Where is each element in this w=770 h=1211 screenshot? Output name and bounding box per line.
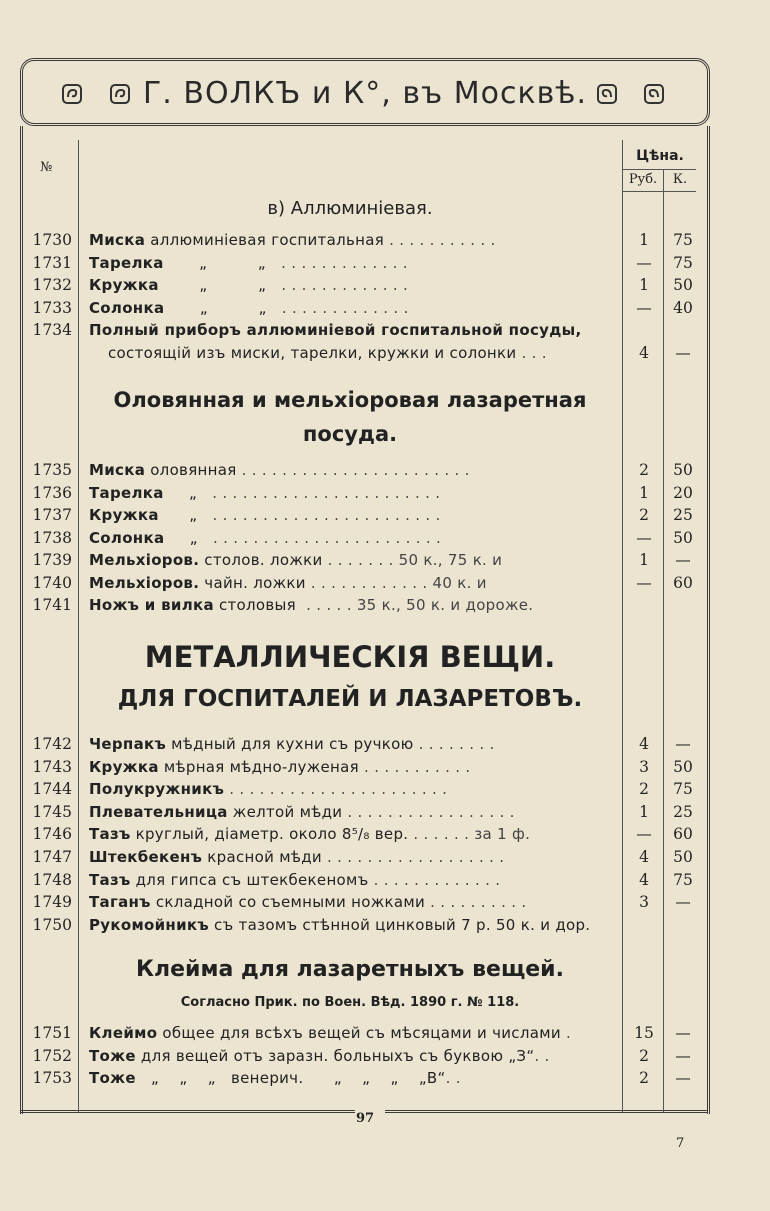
item-name: Миска [89, 231, 146, 249]
price-rub: 2 [639, 506, 649, 524]
leader-dots: . . . . . . . . . . . . . [265, 253, 408, 272]
item-detail: съ тазомъ стѣнной цинковый 7 р. 50 к. и дор. [208, 915, 591, 934]
table-row [0, 1069, 770, 1091]
header-rule [622, 191, 696, 192]
footer-rule [385, 1110, 707, 1116]
item-number: 1736 [32, 483, 72, 502]
leader-dots: . . . . . . . . [413, 735, 495, 753]
item-number: 1744 [32, 780, 72, 799]
price-kop: 50 [673, 461, 693, 479]
item-name: Кружка [89, 276, 159, 294]
item-description [89, 1047, 614, 1065]
price-kop: 50 [673, 757, 693, 776]
leader-dots: . . . . . . . . . . . . . . . . . . [321, 848, 505, 866]
item-name: Миска [89, 461, 146, 479]
price-kop: 75 [673, 870, 693, 889]
leader-dots: . . . . . . . . . . . . . [368, 870, 501, 889]
item-name: Тоже [89, 1069, 136, 1087]
item-name: Штекбекенъ [89, 848, 203, 866]
table-row [0, 780, 770, 802]
leader-dots: . . . . . . . . . . . . . . . . . . . . . . . [236, 461, 470, 479]
leader-dots: . . . . . . за 1 ф. [408, 825, 531, 844]
item-number: 1750 [32, 915, 72, 934]
item-detail: аллюминіевая госпитальная [145, 231, 385, 249]
table-row [0, 1047, 770, 1069]
table-row [0, 848, 770, 870]
item-number: 1732 [32, 276, 72, 294]
item-number: 1730 [32, 231, 72, 249]
section-heading-tin-2: посуда. [302, 422, 398, 446]
header-rule [622, 169, 696, 170]
price-rub: 4 [639, 848, 649, 866]
leader-dots: . . [534, 1046, 550, 1065]
table-row [0, 574, 770, 596]
item-description [89, 254, 614, 272]
item-number: 1733 [32, 298, 72, 317]
table-row [0, 551, 770, 573]
item-name: Плевательница [89, 802, 228, 821]
price-rub: 15 [634, 1024, 654, 1042]
item-description [89, 231, 614, 249]
table-row [0, 803, 770, 825]
leader-dots: . . . . . . . . . . . . . . . . . . . . . . . [197, 528, 442, 547]
section-heading-metal-2: ДЛЯ ГОСПИТАЛЕЙ И ЛАЗАРЕТОВЪ. [117, 686, 583, 712]
item-name: Тазъ [89, 870, 131, 889]
price-kop: — [675, 1069, 691, 1087]
item-description [89, 803, 614, 821]
item-description [89, 1069, 614, 1087]
leader-dots: . . [445, 1069, 461, 1087]
item-detail: „ „ „ венерич. „ „ „ „В“ [135, 1069, 446, 1087]
price-rub: — [636, 528, 652, 547]
item-name: Мельхіоров. [89, 551, 200, 569]
item-description [89, 551, 614, 569]
item-name: Тазъ [89, 825, 131, 844]
table-row [0, 1024, 770, 1046]
item-detail: оловянная [145, 461, 237, 479]
item-description [89, 321, 614, 339]
item-detail: складной со съемными ножками [150, 893, 426, 912]
price-kop: — [675, 735, 691, 753]
section-note-stamps: Согласно Прик. по Воен. Вѣд. 1890 г. № 118. [180, 995, 520, 1010]
price-kop: 20 [673, 483, 693, 502]
item-description [89, 596, 614, 614]
table-row [0, 596, 770, 618]
item-detail: желтой мѣди [227, 802, 343, 821]
leader-dots: . . . . . . . . . . . [384, 231, 496, 249]
price-rub: 4 [639, 735, 649, 753]
header-frame [20, 58, 710, 126]
item-description [89, 735, 614, 753]
column-header-number: № [40, 160, 53, 175]
item-number: 1749 [32, 893, 72, 912]
price-rub: 3 [639, 893, 649, 912]
item-detail: мѣрная мѣдно-луженая [158, 757, 359, 776]
item-name: Мельхіоров. [89, 573, 200, 592]
leader-dots: . . . . . . . . . . . . 40 к. и [305, 573, 487, 592]
leader-dots: . . . . . . . . . . . . . . . . . . . . . . . [197, 506, 441, 524]
item-description [89, 529, 614, 547]
item-number: 1734 [32, 321, 72, 339]
item-name: Тоже [89, 1046, 136, 1065]
leader-dots: . . . [516, 343, 547, 362]
item-number: 1742 [32, 735, 72, 753]
item-description [89, 461, 614, 479]
item-number: 1753 [32, 1069, 72, 1087]
item-detail: для вещей отъ заразн. больныхъ съ буквою „З“ [135, 1046, 535, 1065]
price-kop: 40 [673, 298, 693, 317]
item-number: 1735 [32, 461, 72, 479]
leader-dots: . . . . . . . . . . . . . . . . . [342, 802, 515, 821]
item-detail: „ „ [164, 298, 267, 317]
table-row [0, 321, 770, 343]
item-name: Ножъ и вилка [89, 596, 214, 614]
leader-dots: . . . . . . . . . . . . . . . . . . . . . . [224, 780, 448, 799]
table-row [0, 254, 770, 276]
table-row [0, 871, 770, 893]
price-kop: 50 [673, 528, 693, 547]
table-row [0, 529, 770, 551]
table-row [0, 825, 770, 847]
leader-dots: . . . . . . . . . . . . . [266, 276, 409, 294]
item-description [89, 1024, 614, 1042]
item-description [89, 871, 614, 889]
table-row [0, 735, 770, 757]
item-detail: „ [163, 483, 198, 502]
item-number: 1740 [32, 573, 72, 592]
table-row [0, 758, 770, 780]
price-kop: 75 [673, 253, 693, 272]
item-detail: столовыя [213, 596, 297, 614]
item-detail: „ „ [158, 276, 267, 294]
section-heading-tin: Оловянная и мельхіоровая лазаретная [113, 388, 587, 412]
item-name: Тарелка [89, 483, 164, 502]
table-row [0, 893, 770, 915]
section-heading-metal: МЕТАЛЛИЧЕСКІЯ ВЕЩИ. [144, 640, 556, 674]
item-description [89, 574, 614, 592]
item-detail: мѣдный для кухни съ ручкою [166, 735, 414, 753]
price-rub: 1 [639, 276, 649, 294]
item-number: 1745 [32, 802, 72, 821]
item-number: 1741 [32, 596, 72, 614]
table-row [0, 276, 770, 298]
item-number: 1738 [32, 528, 72, 547]
price-kop: 75 [673, 231, 693, 249]
price-rub: 3 [639, 757, 649, 776]
item-number: 1743 [32, 757, 72, 776]
item-number: 1739 [32, 551, 72, 569]
column-header-rub: Руб. [628, 172, 658, 187]
table-row [0, 299, 770, 321]
price-kop: 60 [673, 573, 693, 592]
leader-dots: . . . . . . . 50 к., 75 к. и [322, 551, 503, 569]
price-rub: 4 [639, 343, 649, 362]
price-kop: — [675, 343, 691, 362]
item-detail: столов. ложки [199, 551, 323, 569]
item-description [89, 916, 614, 934]
section-heading-stamps: Клейма для лазаретныхъ вещей. [136, 957, 564, 982]
price-rub: 2 [639, 1046, 649, 1065]
item-description [89, 825, 614, 843]
table-row [0, 484, 770, 506]
price-kop: 75 [673, 780, 693, 799]
item-detail: „ [164, 528, 198, 547]
price-rub: 1 [639, 551, 649, 569]
table-row [0, 506, 770, 528]
item-description [89, 506, 614, 524]
item-number: 1731 [32, 253, 72, 272]
item-name: Таганъ [89, 893, 151, 912]
item-description [89, 299, 614, 317]
item-description [89, 780, 614, 798]
leader-dots: . . . . . . . . . . [425, 893, 527, 912]
table-row [0, 344, 770, 366]
item-description [89, 893, 614, 911]
item-name: Черпакъ [89, 735, 167, 753]
leader-dots: . . . . . . . . . . . [358, 757, 471, 776]
column-header-kop: К. [672, 172, 688, 187]
price-rub: — [636, 573, 652, 592]
section-heading-aluminum: в) Аллюминіевая. [267, 198, 433, 219]
leader-dots: . . . . . . . . . . . . . . . . . . . . . . . [197, 483, 441, 502]
price-rub: 1 [639, 483, 649, 502]
signature-mark: 7 [676, 1136, 685, 1151]
column-header-price: Цѣна. [636, 148, 684, 164]
item-name: Тарелка [89, 253, 164, 272]
price-rub: 1 [639, 231, 649, 249]
price-kop: — [675, 551, 691, 569]
item-number: 1751 [32, 1024, 72, 1042]
item-name: Рукомойникъ [89, 915, 209, 934]
table-row [0, 916, 770, 938]
item-name: Кружка [89, 506, 159, 524]
price-rub: 4 [639, 870, 649, 889]
item-name: Полный приборъ аллюминіевой госпитальной посуды, [89, 321, 582, 339]
item-description [108, 344, 633, 362]
ornament-icon [643, 83, 665, 105]
item-detail: для гипса съ штекбекеномъ [130, 870, 369, 889]
item-detail: чайн. ложки [199, 573, 306, 592]
price-rub: — [636, 253, 652, 272]
table-row [0, 461, 770, 483]
item-name: Полукружникъ [89, 780, 225, 799]
price-rub: 2 [639, 461, 649, 479]
item-name: Солонка [89, 298, 165, 317]
item-detail: состоящій изъ миски, тарелки, кружки и солонки [108, 343, 517, 362]
item-name: Клеймо [89, 1024, 158, 1042]
item-number: 1752 [32, 1046, 72, 1065]
price-kop: — [675, 1046, 691, 1065]
page-title: Г. ВОЛКЪ и К°, въ Москвѣ. [143, 76, 587, 111]
item-name: Кружка [89, 757, 159, 776]
item-name: Солонка [89, 528, 165, 547]
item-description [89, 758, 614, 776]
price-kop: 25 [673, 802, 693, 821]
price-rub: — [636, 825, 652, 844]
leader-dots: . . . . . . . . . . . . . [266, 298, 409, 317]
item-detail: „ „ [163, 253, 266, 272]
item-description [89, 276, 614, 294]
item-detail: круглый, діаметр. около 8⁵/₈ вер. [130, 825, 409, 844]
footer-rule [20, 1110, 355, 1116]
item-description [89, 848, 614, 866]
price-kop: 50 [673, 276, 693, 294]
price-kop: 60 [673, 825, 693, 844]
item-number: 1746 [32, 825, 72, 844]
item-description [89, 484, 614, 502]
price-kop: 25 [673, 506, 693, 524]
page-number: 97 [356, 1111, 375, 1126]
item-detail: общее для всѣхъ вещей съ мѣсяцами и числами [157, 1024, 561, 1042]
item-detail: красной мѣди [202, 848, 322, 866]
table-row [0, 231, 770, 253]
ornament-icon [596, 83, 618, 105]
item-number: 1747 [32, 848, 72, 866]
leader-dots: . . . . . 35 к., 50 к. и дороже. [296, 596, 534, 614]
price-kop: — [675, 1024, 691, 1042]
price-kop: — [675, 893, 691, 912]
leader-dots: . [560, 1024, 572, 1042]
item-detail: „ [158, 506, 198, 524]
price-rub: 2 [639, 780, 649, 799]
price-kop: 50 [673, 848, 693, 866]
item-number: 1737 [32, 506, 72, 524]
price-rub: 2 [639, 1069, 649, 1087]
price-rub: 1 [639, 802, 649, 821]
item-number: 1748 [32, 870, 72, 889]
price-rub: — [636, 298, 652, 317]
